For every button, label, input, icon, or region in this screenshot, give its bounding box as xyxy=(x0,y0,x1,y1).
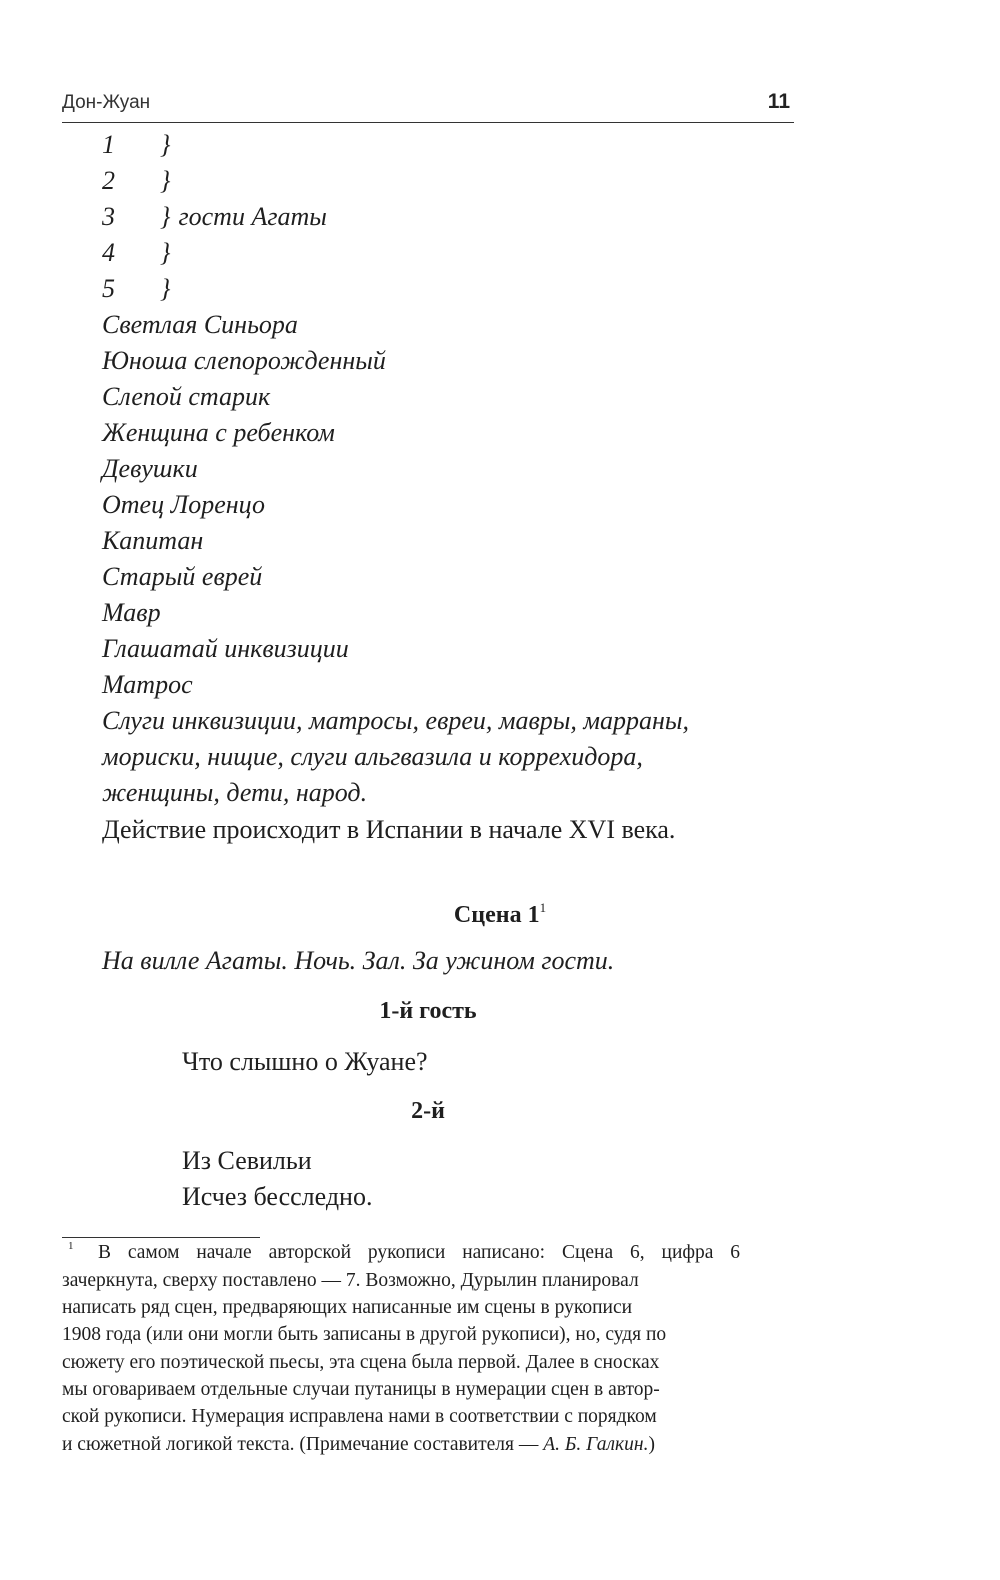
footnote-line: 1908 года (или они могли быть записаны в другой рукописи), но, судя по xyxy=(62,1324,667,1345)
page-number: 11 xyxy=(767,90,790,113)
setting-note: Действие происходит в Испании в начале XVI века. xyxy=(102,815,676,844)
footnote-line: написать ряд сцен, предваряющих написанные им сцены в рукописи xyxy=(62,1297,633,1318)
speaker-name: 2-й xyxy=(411,1098,445,1124)
footnote-text-span: В самом начале авторской рукописи написано: Сцена 6, цифра 6 xyxy=(98,1242,741,1263)
guest-line xyxy=(102,235,802,271)
speech-line: Из Севильи xyxy=(182,1146,312,1175)
character-name: мориски, нищие, слуги альгвазила и коррехидора, xyxy=(102,742,643,771)
character-name: Старый еврей xyxy=(102,562,263,591)
character-name: Слуги инквизиции, матросы, евреи, мавры, марраны, xyxy=(102,706,689,735)
running-header xyxy=(62,88,794,123)
footnote-line: зачеркнута, сверху поставлено — 7. Возможно, Дурылин планировал xyxy=(62,1270,639,1291)
guest-number: 3 xyxy=(102,202,115,231)
brace: } xyxy=(160,202,171,231)
footnote-line: ской рукописи. Нумерация исправлена нами в соответствии с порядком xyxy=(62,1406,657,1427)
character-name: Слепой старик xyxy=(102,382,271,411)
footnote-text: и сюжетной логикой текста. (Примечание составителя — xyxy=(62,1434,544,1455)
character-name: Отец Лоренцо xyxy=(102,490,265,519)
guest-number: 1 xyxy=(102,130,115,159)
guest-line xyxy=(102,199,802,235)
footnote-author: А. Б. Галкин. xyxy=(543,1434,649,1455)
character-name: Матрос xyxy=(102,670,193,699)
guest-number: 5 xyxy=(102,274,115,303)
guests-label: гости Агаты xyxy=(178,202,327,231)
running-title: Дон-Жуан xyxy=(62,92,151,113)
character-name: женщины, дети, народ. xyxy=(102,778,368,807)
brace: } xyxy=(160,130,171,159)
character-name: Девушки xyxy=(102,454,198,483)
footnote-close: ) xyxy=(648,1434,655,1455)
scene-heading xyxy=(0,902,1000,929)
footnote-line: сюжету его поэтической пьесы, эта сцена была первой. Далее в сносках xyxy=(62,1352,660,1373)
footnote-line: мы оговариваем отдельные случаи путаницы в нумерации сцен в автор- xyxy=(62,1379,660,1400)
cast-list xyxy=(102,127,802,811)
footnote-line xyxy=(68,1240,794,1264)
character-name: Женщина с ребенком xyxy=(102,418,335,447)
speech-line: Исчез бесследно. xyxy=(182,1182,373,1211)
brace: } xyxy=(160,166,171,195)
character-name: Юноша слепорожденный xyxy=(102,346,386,375)
character-name: Светлая Синьора xyxy=(102,310,298,339)
guest-number: 4 xyxy=(102,238,115,267)
brace: } xyxy=(160,274,171,303)
footnote-text xyxy=(98,1242,794,1264)
guest-line xyxy=(102,271,802,307)
footnote-ref: 1 xyxy=(539,900,547,915)
footnote-divider xyxy=(62,1237,260,1238)
footnote-line xyxy=(62,1434,655,1456)
character-name: Глашатай инквизиции xyxy=(102,634,349,663)
character-name: Мавр xyxy=(102,598,161,627)
guest-line xyxy=(102,163,802,199)
scene-title: Сцена 1 xyxy=(453,902,540,928)
character-name: Капитан xyxy=(102,526,204,555)
brace: } xyxy=(160,238,171,267)
footnote-mark: 1 xyxy=(68,1240,74,1252)
guest-number: 2 xyxy=(102,166,115,195)
speech-line: Что слышно о Жуане? xyxy=(182,1047,428,1076)
guest-line xyxy=(102,127,802,163)
stage-direction: На вилле Агаты. Ночь. Зал. За ужином гости. xyxy=(102,946,615,975)
speaker-name: 1-й гость xyxy=(379,998,477,1024)
